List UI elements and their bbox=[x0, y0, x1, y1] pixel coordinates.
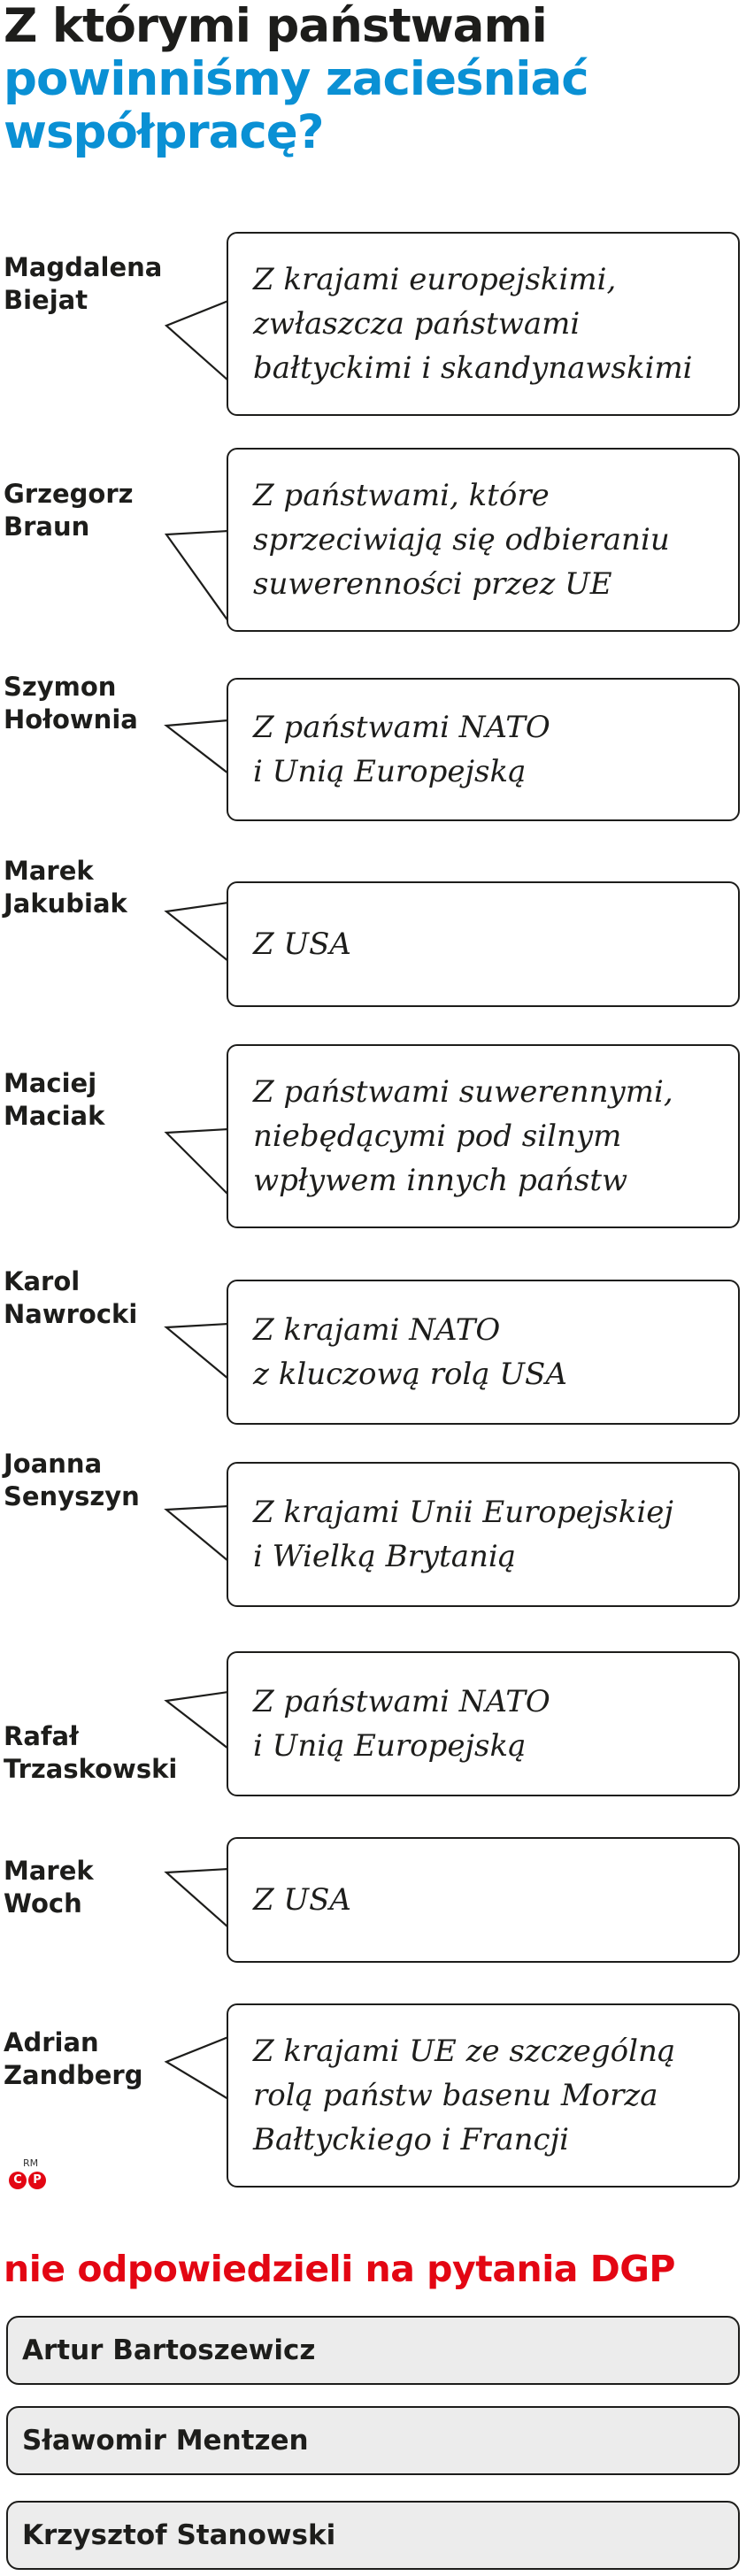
answer-line: wpływem innych państw bbox=[253, 1163, 628, 1198]
no-response-heading: nie odpowiedzieli na pytania DGP bbox=[4, 2248, 675, 2290]
answer-line: Z USA bbox=[253, 1882, 351, 1918]
answer-line: Z krajami europejskimi, bbox=[253, 262, 617, 297]
speech-tail bbox=[165, 1127, 230, 1200]
answer-line: i Unią Europejską bbox=[253, 1728, 527, 1764]
no-response-item: Artur Bartoszewicz bbox=[6, 2316, 740, 2385]
answer-line: Z państwami NATO bbox=[253, 1684, 550, 1719]
name-first: Magdalena bbox=[4, 252, 163, 282]
name-first: Karol bbox=[4, 1266, 81, 1296]
answer-line: z kluczową rolą USA bbox=[253, 1357, 567, 1392]
name-last: Woch bbox=[4, 1888, 82, 1919]
speech-tail bbox=[165, 1867, 230, 1931]
answer-line: Z państwami NATO bbox=[253, 710, 550, 745]
name-last: Trzaskowski bbox=[4, 1754, 178, 1784]
answer-bubble bbox=[227, 448, 740, 632]
name-last: Biejat bbox=[4, 285, 88, 315]
speech-tail bbox=[165, 1690, 230, 1752]
answer-line: rolą państw basenu Morza bbox=[253, 2078, 658, 2113]
speech-tail bbox=[165, 1322, 230, 1382]
answer-bubble bbox=[227, 1462, 740, 1607]
name-last: Nawrocki bbox=[4, 1299, 138, 1329]
answer-line: Bałtyckiego i Francji bbox=[253, 2122, 569, 2157]
answer-bubble bbox=[227, 1044, 740, 1228]
answer-line: zwłaszcza państwami bbox=[253, 306, 581, 342]
name-last: Braun bbox=[4, 511, 90, 542]
copyright-icon: C bbox=[9, 2172, 27, 2189]
candidate-name bbox=[4, 1067, 207, 1133]
candidate-name bbox=[4, 1448, 207, 1513]
answer-bubble bbox=[227, 2003, 740, 2188]
answer-bubble bbox=[227, 1280, 740, 1425]
answer-line: Z krajami UE ze szczególną bbox=[253, 2034, 676, 2069]
answer-bubble bbox=[227, 881, 740, 1007]
name-last: Zandberg bbox=[4, 2060, 143, 2090]
answer-line: i Unią Europejską bbox=[253, 754, 527, 789]
name-last: Jakubiak bbox=[4, 888, 127, 919]
answer-line: Z krajami NATO bbox=[253, 1312, 501, 1348]
name-first: Adrian bbox=[4, 2027, 99, 2057]
answer-line: sprzeciwiają się odbieraniu bbox=[253, 522, 670, 557]
candidate-name bbox=[4, 1265, 207, 1331]
name-first: Joanna bbox=[4, 1449, 103, 1479]
name-first: Marek bbox=[4, 856, 94, 886]
speech-tail bbox=[165, 1504, 230, 1565]
answer-line: suwerenności przez UE bbox=[253, 566, 612, 602]
answer-bubble bbox=[227, 1651, 740, 1796]
copyright-badge bbox=[9, 2157, 62, 2193]
name-last: Hołownia bbox=[4, 704, 138, 734]
name-first: Grzegorz bbox=[4, 479, 134, 509]
author-initials: RM bbox=[23, 2157, 39, 2169]
title-line-3: współpracę? bbox=[4, 105, 324, 159]
answer-line: i Wielką Brytanią bbox=[253, 1539, 517, 1574]
answer-line: Z USA bbox=[253, 927, 351, 962]
name-first: Rafał bbox=[4, 1721, 79, 1751]
name-first: Szymon bbox=[4, 672, 117, 702]
speech-tail bbox=[165, 2035, 230, 2103]
answer-line: bałtyckimi i skandynawskimi bbox=[253, 350, 693, 386]
name-last: Maciak bbox=[4, 1101, 105, 1131]
answer-line: Z krajami Unii Europejskiej bbox=[253, 1495, 673, 1530]
answer-line: Z państwami, które bbox=[253, 478, 550, 513]
answer-bubble bbox=[227, 1837, 740, 1963]
answer-bubble bbox=[227, 678, 740, 821]
page-title bbox=[4, 0, 742, 159]
name-first: Marek bbox=[4, 1856, 94, 1886]
speech-tail bbox=[165, 299, 230, 388]
title-line-2: powinniśmy zacieśniać bbox=[4, 52, 588, 106]
publisher-icon: P bbox=[28, 2172, 46, 2189]
name-first: Maciej bbox=[4, 1068, 97, 1098]
speech-tail bbox=[165, 529, 230, 627]
speech-tail bbox=[165, 719, 230, 777]
name-last: Senyszyn bbox=[4, 1481, 140, 1511]
answer-line: Z państwami suwerennymi, bbox=[253, 1074, 673, 1110]
answer-line: niebędącymi pod silnym bbox=[253, 1119, 622, 1154]
no-response-item: Sławomir Mentzen bbox=[6, 2406, 740, 2475]
speech-tail bbox=[165, 901, 230, 965]
answer-bubble bbox=[227, 232, 740, 416]
title-line-1: Z którymi państwami bbox=[4, 0, 547, 53]
no-response-item: Krzysztof Stanowski bbox=[6, 2501, 740, 2570]
